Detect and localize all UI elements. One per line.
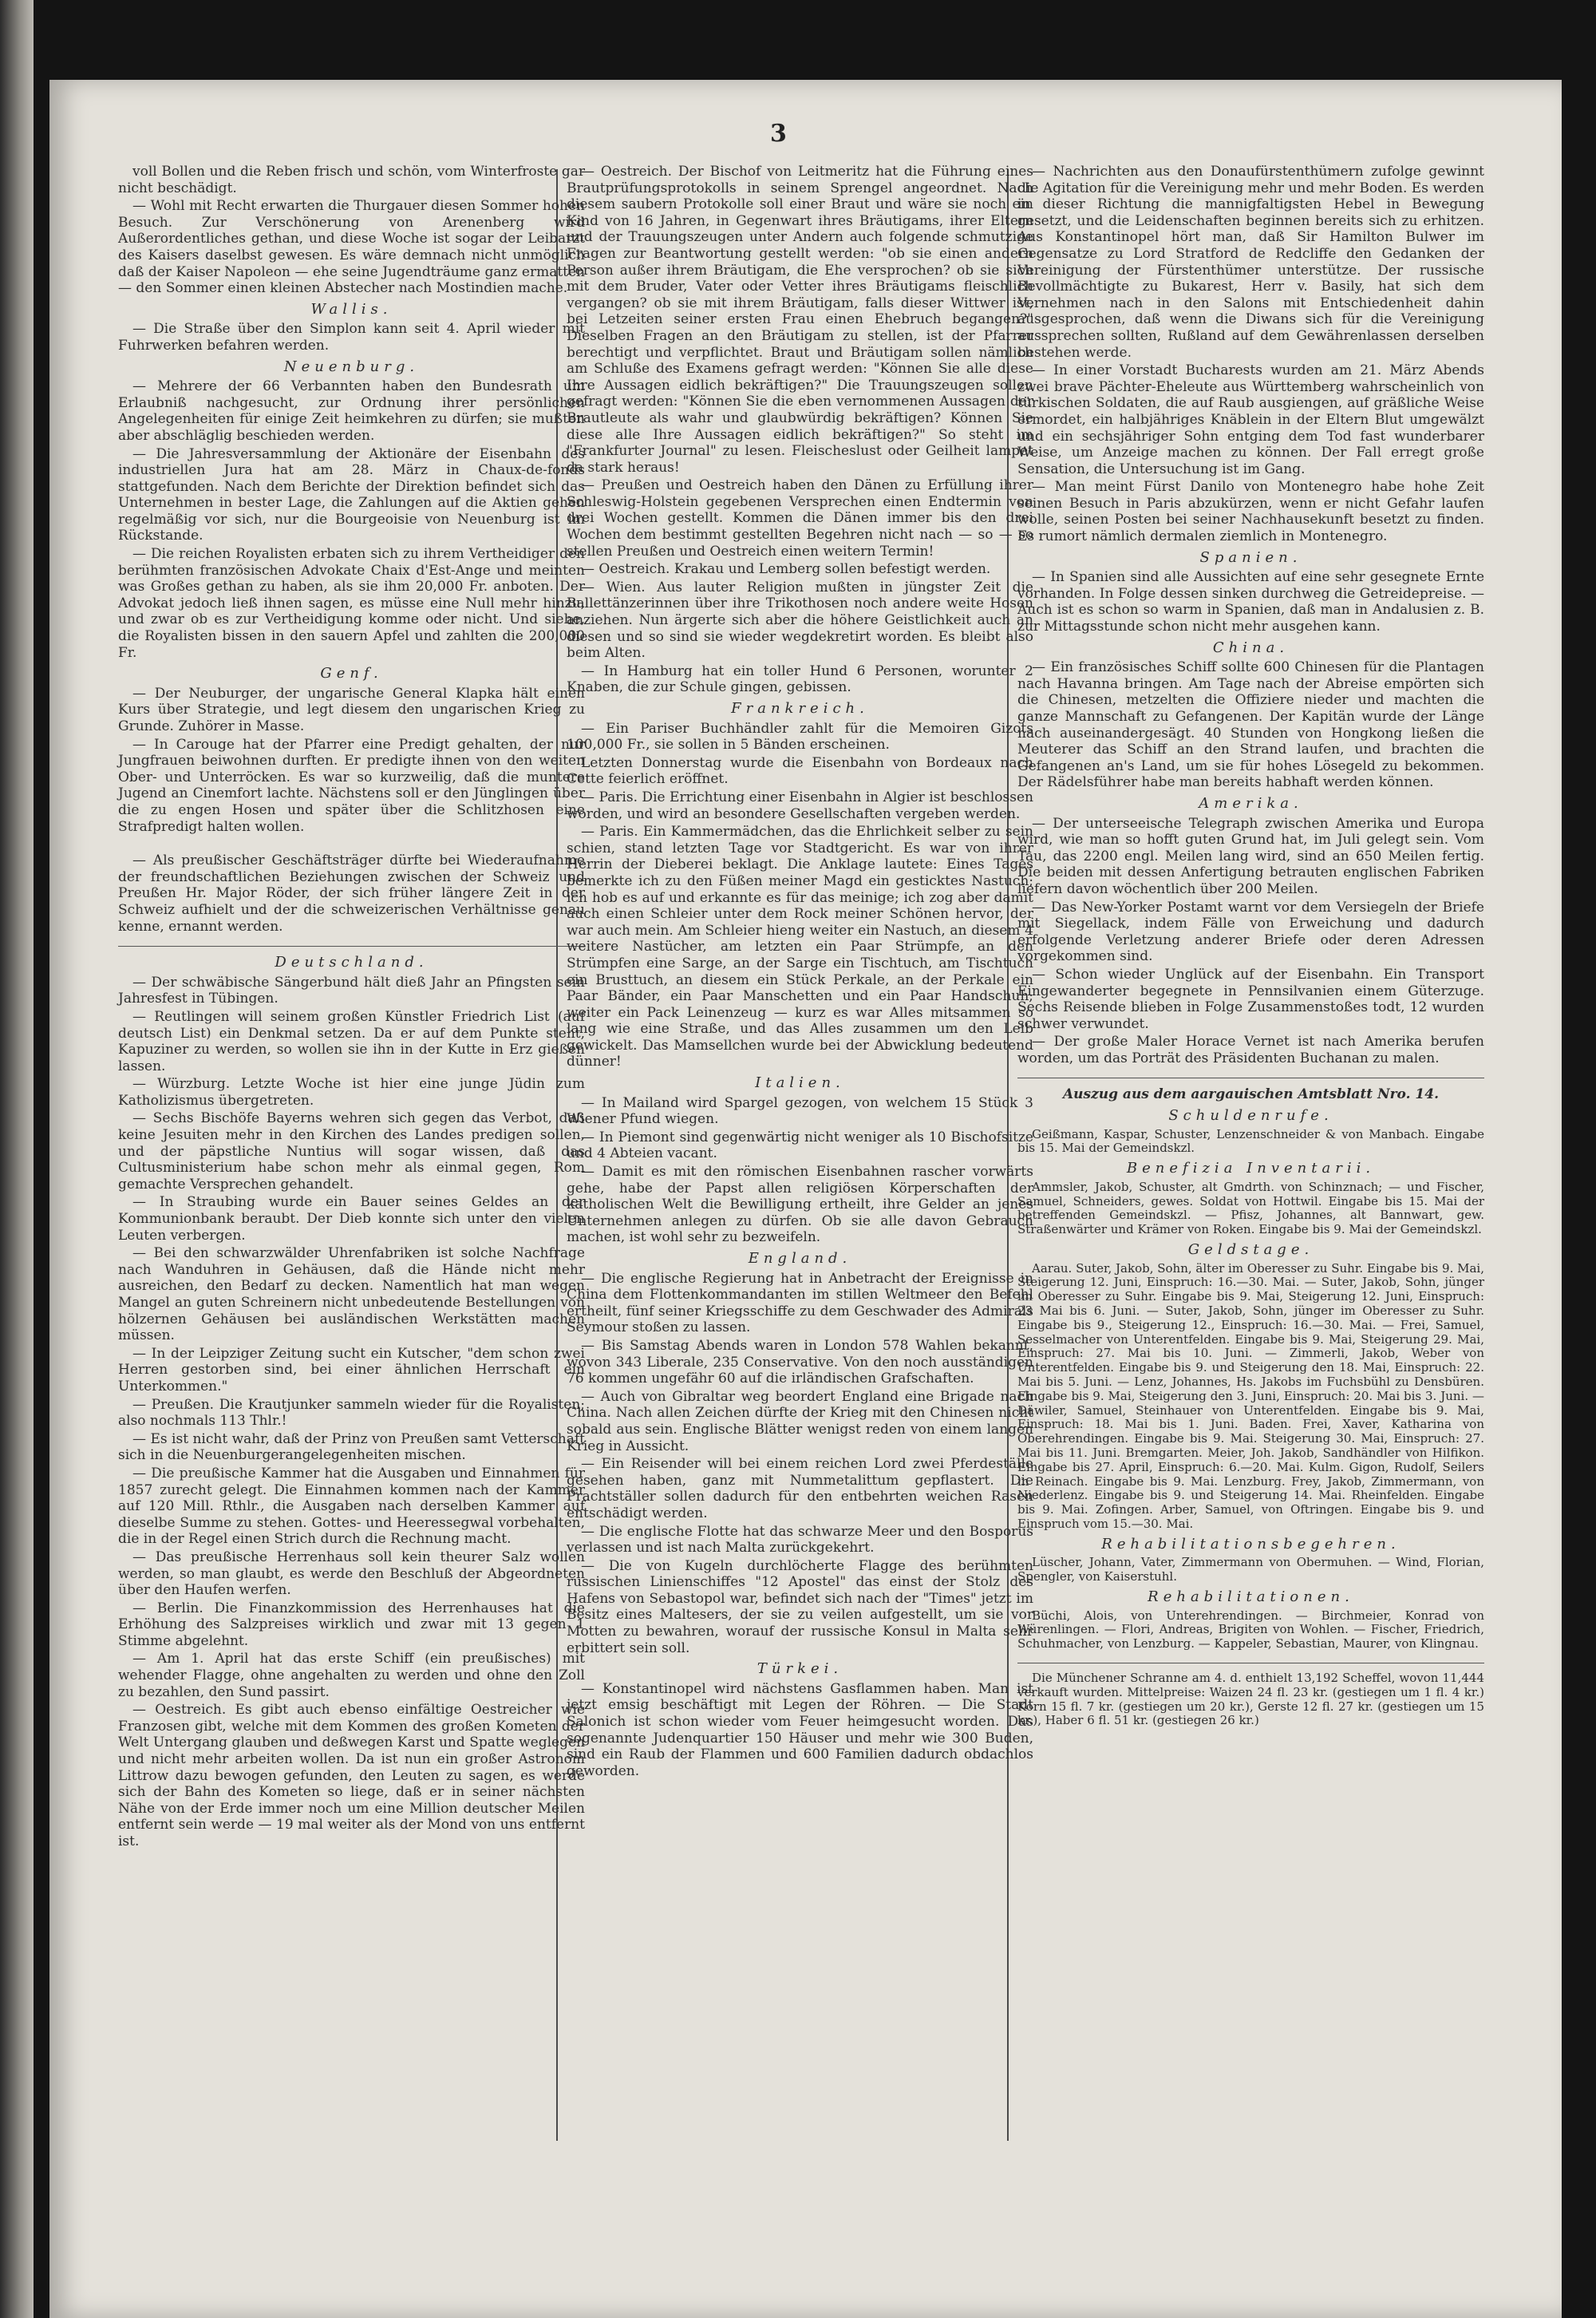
article-paragraph: — Bei den schwarzwälder Uhrenfabriken ist solche Nachfrage nach Wanduhren in Gehäusen, daß die Hände nicht mehr ausreichen, den Bedarf zu decken. Namentlich hat man wegen Mangel an guten Schreinern nicht unbedeutende Bestellungen von hölzernen Gehäusen bei ausländischen Werkstätten machen müssen. <box>118 1245 585 1344</box>
article-paragraph: — Mehrere der 66 Verbannten haben den Bundesrath um Erlaubniß nachgesucht, zur Ordnung ihrer persönlichen Angelegenheiten für einige Zeit heimkehren zu dürfen; sie mußten aber abschläglig beschieden werden. <box>118 378 585 444</box>
article-paragraph: — Der Neuburger, der ungarische General Klapka hält einen Kurs über Strategie, und legt diesem den ungarischen Krieg zu Grunde. Zuhörer in Masse. <box>118 685 585 734</box>
section-heading: Geldstage. <box>1187 1241 1314 1259</box>
section-heading: England. <box>748 1250 852 1267</box>
article-paragraph: — Auch von Gibraltar weg beordert England eine Brigade nach China. Nach allen Zeichen dürfte der Krieg mit den Chinesen nicht sobald aus sein. Englische Blätter wenigst reden von einem langen Krieg in Aussicht. <box>567 1388 1033 1454</box>
article-paragraph: — In einer Vorstadt Bucharests wurden am 21. März Abends zwei brave Pächter-Eheleute aus Württemberg wahrscheinlich von türkischen Soldaten, die auf Raub ausgiengen, auf gräßliche Weise ermordet, ein halbjähriges Knäblein in der Eltern Blut umgewälzt und ein sechsjähriger Sohn entging dem Tod fast wunderbarer Weise, um Anzeige machen zu können. Der Fall erregt große Sensation, die Untersuchung ist im Gang. <box>1017 362 1484 477</box>
article-paragraph: — Wien. Aus lauter Religion mußten in jüngster Zeit die Ballettänzerinnen über ihre Trikothosen noch andere weite Hosen anziehen. Nun ärgerte sich aber die höhere Geistlichkeit auch an diesen und so sind sie wieder wegdekretirt worden. Es bleibt also beim Alten. <box>567 579 1033 662</box>
page-number: 3 <box>770 120 787 148</box>
article-paragraph: — In Straubing wurde ein Bauer seines Geldes an der Kommunionbank beraubt. Der Dieb konnte sich unter den vielen Leuten verbergen. <box>118 1194 585 1244</box>
section-heading: Rehabilitationen. <box>1148 1588 1354 1605</box>
article-paragraph: — Preußen und Oestreich haben den Dänen zu Erfüllung ihrer Schleswig-Holstein gegebenen Versprechen einen Endtermin von drei Wochen gestellt. Kommen die Dänen immer bis den drei Wochen dem bestimmt gestellten Begehren nicht nach — so — so stellen Preußen und Oestreich einen weitern Termin! <box>567 477 1033 560</box>
section-heading: Türkei. <box>757 1660 843 1678</box>
article-paragraph: — Die englische Regierung hat in Anbetracht der Ereignisse in China dem Flottenkommandanten im stillen Weltmeer den Befehl ertheilt, fünf seiner Kriegsschiffe zu dem Geschwader des Admirals Seymour stoßen zu lassen. <box>567 1270 1033 1336</box>
article-paragraph: — Ein Reisender will bei einem reichen Lord zwei Pferdeställe gesehen haben, ganz mit Nummetalittum gepflastert. Die Prachtställer sollen dadurch für den entbehrten weichen Rasen entschädigt werden. <box>567 1456 1033 1521</box>
article-paragraph: — Preußen. Die Krautjunker sammeln wieder für die Royalisten; also nochmals 113 Thlr.! <box>118 1396 585 1430</box>
section-heading: Frankreich. <box>731 700 869 717</box>
notice-paragraph: Die Münchener Schranne am 4. d. enthielt 13,192 Scheffel, wovon 11,444 verkauft wurden. Mittelpreise: Waizen 24 fl. 23 kr. (gestiegen um 1 fl. 4 kr.) Korn 15 fl. 7 kr. (gestiegen um 20 kr.), Gerste 12 fl. 27 kr. (gestiegen um 15 kr.), Haber 6 fl. 51 kr. (gestiegen 26 kr.) <box>1017 1670 1484 1728</box>
article-paragraph: — Das preußische Herrenhaus soll kein theurer Salz wollen werden, so man glaubt, es werde den Beschluß der Abgeordneten über den Haufen werfen. <box>118 1549 585 1599</box>
column-middle <box>567 164 1033 1781</box>
article-paragraph: — Oestreich. Der Bischof von Leitmeritz hat die Führung eines Brautprüfungsprotokolls in seinem Sprengel angeordnet. Nach diesem saubern Protokolle soll einer Braut und wäre sie noch ein Kind von 16 Jahren, in Gegenwart ihres Bräutigams, ihrer Eltern und der Trauungszeugen unter Andern auch folgende schmutzige Fragen zur Beantwortung gestellt werden: "ob sie einen andern Person außer ihrem Bräutigam, die Ehe versprochen? ob sie sich mit dem Bruder, Vater oder Vetter ihres Bräutigams fleischlich vergangen? ob sie mit ihrem Bräutigam, falls dieser Wittwer ist, bei Letzeiten seiner ersten Frau einen Ehebruch begangen?" Dieselben Fragen an den Bräutigam zu stellen, ist der Pfarrer berechtigt und verpflichtet. Braut und Bräutigam sollen nämlich am Schluße des Examens gefragt werden: "Können Sie alle diese Ihre Aussagen eidlich bekräftigen?" Die Trauungszeugen sollen gefragt werden: "Können Sie die eben vernommenen Aussagen der Brautleute als wahr und glaubwürdig bekräftigen? Können Sie diese alle Ihre Aussagen eidlich bekräftigen?" So steht im "Frankfurter Journal" zu lesen. Fleischeslust oder Geilheit lampet da stark heraus! <box>567 164 1033 476</box>
article-paragraph: — Konstantinopel wird nächstens Gasflammen haben. Man ist jetzt emsig beschäftigt mit Legen der Röhren. — Die Stadt Salonich ist schon wieder vom Feuer heimgesucht worden. Das sogenannte Judenquartier 150 Häuser und mehr wie 300 Buden, sind ein Raub der Flammen und 600 Familien dadurch obdachlos geworden. <box>567 1680 1033 1779</box>
notice-paragraph: Geißmann, Kaspar, Schuster, Lenzenschneider & von Manbach. Eingabe bis 15. Mai der Gemeindskzl. <box>1017 1126 1484 1156</box>
article-paragraph: — In Piemont sind gegenwärtig nicht weniger als 10 Bischofsitze und 4 Abteien vacant. <box>567 1129 1033 1162</box>
article-paragraph: — Der unterseeische Telegraph zwischen Amerika und Europa wird, wie man so hofft guten Grund hat, im Juli gelegt sein. Vom Tau, das 2200 engl. Meilen lang wird, sind an 650 Meilen fertig. Die beiden mit dessen Anfertigung betrauten englischen Fabriken liefern davon wöchentlich über 200 Meilen. <box>1017 815 1484 897</box>
article-paragraph: Letzten Donnerstag wurde die Eisenbahn von Bordeaux nach Cette feierlich eröffnet. <box>567 754 1033 788</box>
section-heading: Wallis. <box>310 300 393 318</box>
section-heading: Neuenburg. <box>283 358 420 375</box>
column-right <box>1017 164 1484 1730</box>
article-paragraph: — Es ist nicht wahr, daß der Prinz von Preußen samt Vetterschaft sich in die Neuenburgerangelegenheiten mischen. <box>118 1430 585 1464</box>
section-heading: Spanien. <box>1199 548 1302 566</box>
notice-paragraph: Ammsler, Jakob, Schuster, alt Gmdrth. von Schinznach; — und Fischer, Samuel, Schneiders, gewes. Soldat von Hottwil. Eingabe bis 15. Mai der betreffenden Gemeindskzl. — Pfisz, Johannes, alt Bannwart, gew. Straßenwärter und Krämer von Roken. Eingabe bis 9. Mai der Gemeindskzl. <box>1017 1179 1484 1237</box>
article-paragraph: — Reutlingen will seinem großen Künstler Friedrich List (auf deutsch List) ein Denkmal setzen. Da er auf dem Punkte steht, Kapuziner zu werden, so wollen sie ihn in der Kutte in Erz gießen lassen. <box>118 1008 585 1074</box>
article-paragraph: — In Hamburg hat ein toller Hund 6 Personen, worunter 2 Knaben, die zur Schule gingen, gebissen. <box>567 663 1033 696</box>
column-left <box>118 164 585 1852</box>
article-paragraph: — Der schwäbische Sängerbund hält dieß Jahr an Pfingsten sein Jahresfest in Tübingen. <box>118 974 585 1007</box>
notice-paragraph: Lüscher, Johann, Vater, Zimmermann von Obermuhen. — Wind, Florian, Spengler, von Kaiserstuhl. <box>1017 1555 1484 1584</box>
article-paragraph: — In Spanien sind alle Aussichten auf eine sehr gesegnete Ernte vorhanden. In Folge dessen sinken durchweg die Getreidepreise. — Auch ist es schon so warm in Spanien, daß man in Andalusien z. B. zur Mittagsstunde schon nicht mehr ausgehen kann. <box>1017 569 1484 635</box>
article-paragraph: — Ein Pariser Buchhändler zahlt für die Memoiren Gizots 100,000 Fr., sie sollen in 5 Bänden erscheinen. <box>567 720 1033 754</box>
book-binding <box>0 0 34 2318</box>
article-paragraph: — Paris. Die Errichtung einer Eisenbahn in Algier ist beschlossen worden, und wird an besondere Gesellschaften vergeben werden. <box>567 789 1033 822</box>
article-paragraph: — Würzburg. Letzte Woche ist hier eine junge Jüdin zum Katholizismus übergetreten. <box>118 1076 585 1109</box>
article-paragraph: voll Bollen und die Reben frisch und schön, vom Winterfroste gar nicht beschädigt. <box>118 164 585 196</box>
article-paragraph: — Wohl mit Recht erwarten die Thurgauer diesen Sommer hohen Besuch. Zur Verschönerung von Arenenberg wird Außerordentliches gethan, und diese Woche ist sogar der Leibarzt des Kaisers daselbst gewesen. Es wäre demnach nicht unmöglich daß der Kaiser Napoleon — ehe seine Jugendträume ganz ermatten — den Sommer einen kleinen Abstecher nach Mostindien mache. <box>118 198 585 297</box>
article-paragraph: — Die Jahresversammlung der Aktionäre der Eisenbahn des industriellen Jura hat am 28. März in Chaux-de-fonds stattgefunden. Nach dem Berichte der Direktion befindet sich das Unternehmen in bester Lage, die Zahlungen auf die Aktien gehen regelmäßig vor sich, nur die Bourgeoisie von Neuenburg ist im Rückstande. <box>118 445 585 544</box>
article-paragraph: — Bis Samstag Abends waren in London 578 Wahlen bekannt, wovon 343 Liberale, 235 Conservative. Von den noch ausständigen 76 kommen ungefähr 60 auf die irländischen Grafschaften. <box>567 1337 1033 1387</box>
article-paragraph: — Die Straße über den Simplon kann seit 4. April wieder mit Fuhrwerken befahren werden. <box>118 321 585 354</box>
article-paragraph: — Nachrichten aus den Donaufürstenthümern zufolge gewinnt die Agitation für die Vereinigung mehr und mehr Boden. Es werden in dieser Richtung die mannigfaltigsten Hebel in Bewegung gesetzt, und die Leidenschaften beginnen bereits sich zu erhitzen. Aus Konstantinopel hört man, daß Sir Hamilton Bulwer im Gegensatze zu Lord Stratford de Redcliffe den Gedanken der Vereinigung der Fürstenthümer unterstütze. Der russische Bevollmächtigte zu Bukarest, Herr v. Basily, hat sich dem Vernehmen nach in den Salons mit Entschiedenheit dahin ausgesprochen, daß wenn die Diwans sich für die Vereinigung aussprechen sollten, Rußland auf dem Gewährenlassen derselben bestehen werde. <box>1017 164 1484 361</box>
article-paragraph: — Damit es mit den römischen Eisenbahnen rascher vorwärts gehe, habe der Papst allen religiösen Körperschaften der katholischen Welt die Bewilligung ertheilt, ihre Gelder an jenes Unternehmen anlegen zu dürfen. Ob sie alle davon Gebrauch machen, ist wohl sehr zu bezweifeln. <box>567 1164 1033 1246</box>
article-paragraph: — Die preußische Kammer hat die Ausgaben und Einnahmen für 1857 zurecht gelegt. Die Einnahmen kommen nach der Kammer auf 120 Mill. Rthlr., die Ausgaben nach derselben Kammer auf dieselbe Summe zu stehen. Gottes- und Heeressegwal vorbehalten, die in der Regel einen Strich durch die Rechnung macht. <box>118 1465 585 1548</box>
article-paragraph: — Das New-Yorker Postamt warnt vor dem Versiegeln der Briefe mit Siegellack, indem Fälle von Erweichung und dadurch erfolgende Verletzung anderer Briefe oder deren Adressen vorgekommen sind. <box>1017 899 1484 965</box>
gazette-title: Auszug aus dem aargauischen Amtsblatt Nro. 14. <box>1062 1086 1440 1103</box>
article-paragraph: — Am 1. April hat das erste Schiff (ein preußisches) mit wehender Flagge, ohne angehalten zu werden und ohne den Zoll zu bezahlen, den Sund passirt. <box>118 1651 585 1700</box>
article-paragraph: — Oestreich. Krakau und Lemberg sollen befestigt werden. <box>581 561 991 578</box>
notice-paragraph: Büchi, Alois, von Unterehrendingen. — Birchmeier, Konrad von Würenlingen. — Flori, Andreas, Brigiten von Wohlen. — Fischer, Friedrich, Schuhmacher, von Lenzburg. — Kappeler, Sebastian, Maurer, von Klingnau. <box>1017 1608 1484 1651</box>
article-paragraph: — Als preußischer Geschäftsträger dürfte bei Wiederaufnahme der freundschaftlichen Beziehungen zwischen der Schweiz und Preußen Hr. Major Röder, der sich früher längere Zeit in der Schweiz aufhielt und der die schweizerischen Verhältnisse genau kenne, ernannt werden. <box>118 852 585 935</box>
article-paragraph: — Paris. Ein Kammermädchen, das die Ehrlichkeit selber zu sein schien, stand letzten Tage vor Stadtgericht. Es war von ihrer Herrin der Dieberei beklagt. Die Anklage lautete: Eines Tages bemerkte ich zu den Füßen meiner Magd ein gesticktes Nastuch; ich hob es auf und erkannte es für das meinige; ich zog aber damit auch einen Schleier unter dem Rock meiner Schönen hervor, der war auch mein. Am Schleier hieng weiter ein Nastuch, an diesem 4 weitere Nastücher, am letzten ein Paar Strümpfe, an den Strümpfen eine Sarge, an der Sarge ein Tischtuch, am Tischtuch ein Brusttuch, an diesem ein Stück Perkale, an der Perkale ein Paar Bänder, ein Paar Manschetten und ein Paar Handschuh; weiter ein Pack Leinenzeug — kurz es war Alles mitsammen so lang wie eine Straße, und das Alles zusammen um den Leib gewickelt. Das Mamsellchen wurde bei der Abwicklung bedeutend dünner! <box>567 824 1033 1070</box>
section-heading: Italien. <box>755 1074 845 1092</box>
article-paragraph: — Berlin. Die Finanzkommission des Herrenhauses hat die Erhöhung des Salzpreises wirklich und zwar mit 13 gegen 1 Stimme abgelehnt. <box>118 1600 585 1649</box>
article-paragraph: — Schon wieder Unglück auf der Eisenbahn. Ein Transport Eingewanderter begegnete in Pennsilvanien einem Güterzuge. Sechs Reisende blieben in Folge Zusammenstoßes todt, 12 wurden schwer verwundet. <box>1017 966 1484 1032</box>
section-heading: China. <box>1212 639 1290 656</box>
section-heading: Benefizia Inventarii. <box>1126 1160 1376 1177</box>
section-heading: Genf. <box>320 665 383 682</box>
article-paragraph: — Sechs Bischöfe Bayerns wehren sich gegen das Verbot, daß keine Jesuiten mehr in den Kirchen des Landes predigen sollen, und der päpstliche Nuntius will sogar wissen, daß das Cultusministerium habe schon mehr als einmal gegen, Rom gemachte Versprechen gehandelt. <box>118 1110 585 1193</box>
article-paragraph: — Die reichen Royalisten erbaten sich zu ihrem Vertheidiger den berühmten französischen Advokate Chaix d'Est-Ange und meinten was Großes gethan zu haben, als sie ihm 20,000 Fr. anboten. Der Advokat jedoch ließ ihnen sagen, es müsse eine Null mehr hinzu, und zwar ob es zur Vertheidigung komme oder nicht. Und siehe, die Royalisten bissen in den sauern Apfel und zahlten die 200,000 Fr. <box>118 546 585 661</box>
notice-paragraph: Aarau. Suter, Jakob, Sohn, älter im Oberesser zu Suhr. Eingabe bis 9. Mai, Steigerung 12. Juni, Einspruch: 16.—30. Mai. — Suter, Jakob, Sohn, jünger im Oberesser zu Suhr. Eingabe bis 9. Mai, Steigerung 12. Juni, Einspruch: 23 Mai bis 6. Juni. — Suter, Jakob, Sohn, jünger im Oberesser zu Suhr. Eingabe bis 9., Steigerung 12., Einspruch: 16.—30. Mai. — Frei, Samuel, Sesselmacher von Unterentfelden. Eingabe bis 9. Mai, Steigerung 29. Mai, Einspruch: 27. Mai bis 10. Juni. — Zimmerli, Jakob, Weber von Unterentfelden. Eingabe bis 9. und Steigerung den 18. Mai, Einspruch: 22. Mai bis 5. Juni. — Lenz, Johannes, Hs. Jakobs im Fuchsbühl zu Densbüren. Eingabe bis 9. Mai, Steigerung den 3. Juni, Einspruch: 20. Mai bis 3. Juni. — Däwiler, Samuel, Steinhauer von Unterentfelden. Eingabe bis 9. Mai, Einspruch: 18. Mai bis 1. Juni. Baden. Frei, Xaver, Katharina von Oberehrendingen. Eingabe bis 9. Mai. Steigerung 30. Mai, Einspruch: 27. Mai bis 11. Juni. Bremgarten. Meier, Joh. Jakob, Sandhändler von Hilfikon. Eingabe bis 27. April, Einspruch: 6.—20. Mai. Kulm. Gigon, Rudolf, Seilers in Reinach. Eingabe bis 9. Mai. Lenzburg. Frey, Jakob, Zimmermann, von Niederlenz. Eingabe bis 9. und Steigerung 14. Mai. Rheinfelden. Eingabe bis 9. Mai. Zofingen. Arber, Samuel, von Oftringen. Eingabe bis 9. und Einspruch vom 15.—30. Mai. <box>1017 1260 1484 1531</box>
section-heading: Rehabilitationsbegehren. <box>1101 1535 1400 1553</box>
article-paragraph: — In der Leipziger Zeitung sucht ein Kutscher, "dem schon zwei Herren gestorben sind, bei einer ähnlichen Herrschaft ein Unterkommen." <box>118 1345 585 1394</box>
article-paragraph: — Die von Kugeln durchlöcherte Flagge des berühmten russischen Linienschiffes "12 Apostel" das einst der Stolz des Hafens von Sebastopol war, befindet sich nach der "Times" jetzt im Besitz eines Maltesers, der sie zu veilen aufgestellt, um sie vor Motten zu bewahren, worauf der russische Konsul in Malta sehr erbittert sein soll. <box>567 1557 1033 1656</box>
article-paragraph: — Die englische Flotte hat das schwarze Meer und den Bosporus verlassen und ist nach Malta zurückgekehrt. <box>567 1523 1033 1557</box>
article-paragraph: — Der große Maler Horace Vernet ist nach Amerika berufen worden, um das Porträt des Präsidenten Buchanan zu malen. <box>1017 1034 1484 1066</box>
section-heading: Deutschland. <box>275 954 429 971</box>
section-divider <box>118 946 585 947</box>
article-paragraph: — In Mailand wird Spargel gezogen, von welchem 15 Stück 3 Wiener Pfund wiegen. <box>567 1094 1033 1128</box>
article-paragraph: — In Carouge hat der Pfarrer eine Predigt gehalten, der nur Jungfrauen beiwohnen durften. Er predigte ihnen von den weiten Ober- und Unterröcken. Es war so kurzweilig, daß die muntere Jugend an Cinemfort lachte. Nächstens soll er den Jünglingen über die zu engen Hosen und später über die Schlitzhosen eine Strafpredigt halten wollen. <box>118 736 585 835</box>
article-paragraph: — Oestreich. Es gibt auch ebenso einfältige Oestreicher wie Franzosen gibt, welche mit dem Kommen des großen Kometen der Welt Untergang glauben und deßwegen Karst und Spatte weglegen und nicht mehr arbeiten wollen. Da ist nun ein großer Astronom Littrow dazu bewogen gefunden, den Leuten zu sagen, es werde sich der Bahn des Kometen so liege, daß er in seiner nächsten Nähe von der Erde immer noch um eine Million deutscher Meilen entfernt sein werde — 19 mal weiter als der Mond von uns entfernt ist. <box>118 1702 585 1849</box>
column-spacer <box>118 837 585 852</box>
article-paragraph: — Man meint Fürst Danilo von Montenegro habe hohe Zeit seinen Besuch in Paris abzukürzen, wenn er nicht Gefahr laufen wolle, seinen Posten bei seiner Nachhausekunft besetzt zu finden. Es rumort nämlich dermalen ziemlich in Montenegro. <box>1017 479 1484 545</box>
section-heading: Schuldenrufe. <box>1168 1107 1333 1125</box>
section-heading: Amerika. <box>1199 794 1303 812</box>
article-paragraph: — Ein französisches Schiff sollte 600 Chinesen für die Plantagen nach Havanna bringen. Am Tage nach der Abreise empörten sich die Chinesen, metzelten die Offiziere nieder und machten die ganze Mannschaft zu Gefangenen. Der Kapitän wurde der Länge nach auseinandergesägt. 40 Stunden von Hongkong ließen die Meuterer das Schiff an den Strand laufen, und brachten die Gefangenen an's Land, um sie für hohes Lösegeld zu bekommen. Der Rädelsführer habe man bereits habhaft werden können. <box>1017 659 1484 791</box>
